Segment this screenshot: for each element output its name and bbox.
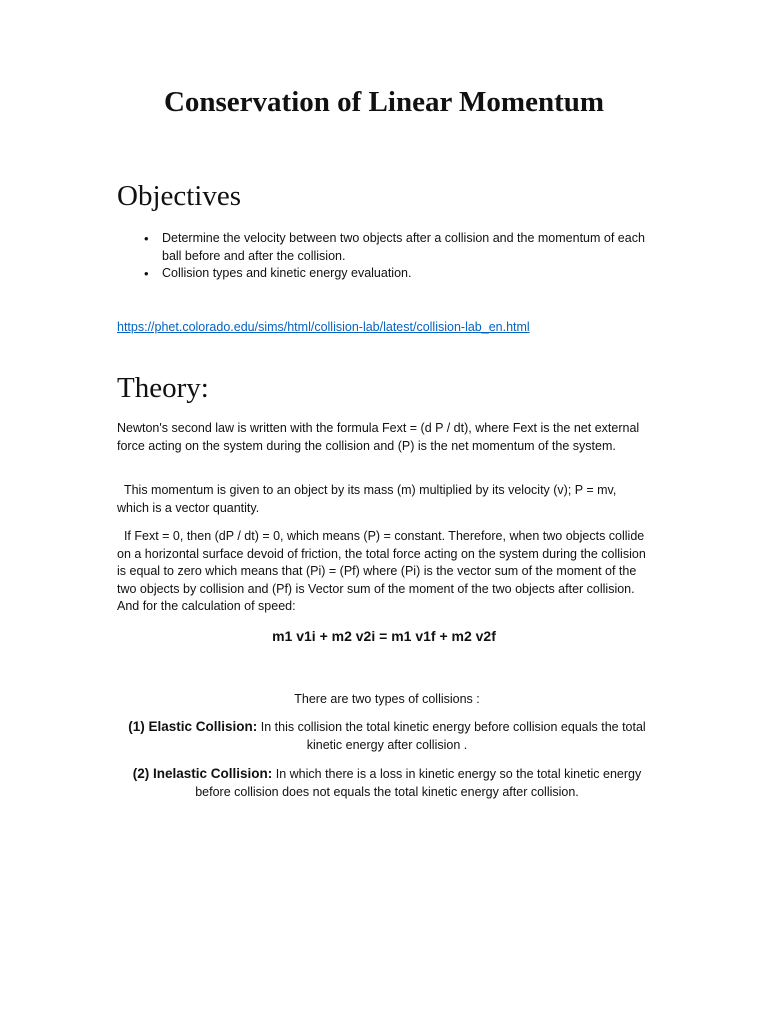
collision-types-intro: There are two types of collisions : — [294, 692, 480, 706]
list-item — [117, 230, 647, 265]
theory-paragraph: If Fext = 0, then (dP / dt) = 0, which means (P) = constant. Therefore, when two objects collide on a horizontal surface devoid of friction, the total force acting on the system during the collision is equal to zero which means that (Pi) = (Pf) where (Pi) is the vector sum of the moment of the two objects by collision and (Pf) is Vector sum of the moment of the two objects after collision. And for the calculation of speed: — [117, 529, 650, 613]
document-title: Conservation of Linear Momentum — [163, 86, 605, 118]
list-item — [117, 265, 647, 283]
bullet-icon: • — [144, 231, 149, 246]
inelastic-collision-definition — [117, 765, 657, 801]
theory-heading: Theory: — [117, 372, 209, 404]
objectives-heading: Objectives — [117, 180, 242, 212]
bullet-icon: • — [144, 266, 149, 281]
elastic-collision-definition — [117, 718, 657, 754]
inelastic-collision-term: (2) Inelastic Collision: — [132, 766, 273, 781]
objective-text: Determine the velocity between two objects after a collision and the momentum of each ball before and after the collision. — [162, 231, 645, 263]
elastic-collision-term: (1) Elastic Collision: — [128, 719, 258, 734]
theory-paragraph: Newton's second law is written with the formula Fext = (d P / dt), where Fext is the net external force acting on the system during the collision and (P) is the net momentum of the system. — [117, 421, 640, 453]
objective-text: Collision types and kinetic energy evaluation. — [162, 266, 412, 280]
objectives-list — [117, 230, 647, 283]
theory-paragraph: This momentum is given to an object by its mass (m) multiplied by its velocity (v); P = mv, which is a vector quantity. — [117, 483, 620, 515]
inelastic-collision-text: In which there is a loss in kinetic energy so the total kinetic energy before collision does not equals the total kinetic energy after collision. — [195, 767, 642, 799]
phet-simulation-link[interactable]: https://phet.colorado.edu/sims/html/collision-lab/latest/collision-lab_en.html — [117, 320, 530, 334]
momentum-formula: m1 v1i + m2 v2i = m1 v1f + m2 v2f — [272, 628, 496, 644]
elastic-collision-text: In this collision the total kinetic energy before collision equals the total kinetic energy after collision . — [257, 720, 646, 752]
